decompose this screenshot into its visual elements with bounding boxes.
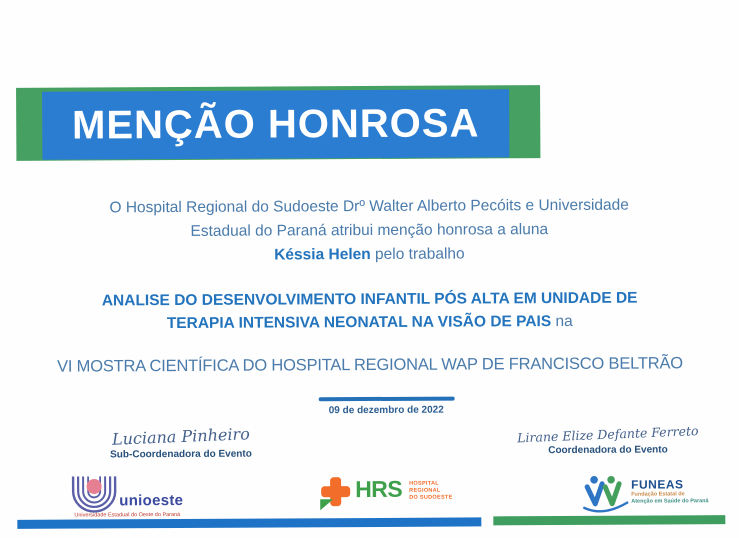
- intro-line1: O Hospital Regional do Sudoeste Drº Walter Alberto Pecóits e Universidade: [109, 196, 629, 217]
- work-title: [0, 286, 739, 336]
- signature-sub-coordinator: [81, 426, 281, 460]
- unioeste-arcs-icon: [71, 475, 117, 513]
- unioeste-circle: [87, 479, 102, 494]
- hrs-subtitle: [409, 481, 452, 502]
- hrs-subtitle-line3: DO SUDOESTE: [409, 494, 453, 501]
- signature-name-right: Lirane Elize Defante Ferreto: [516, 423, 699, 446]
- signature-role-left: Sub-Coordenadora do Evento: [110, 448, 252, 461]
- event-date: 09 de dezembro de 2022: [328, 404, 444, 416]
- funeas-subtitle-line1: Fundação Estatal de: [631, 491, 685, 498]
- recipient-name: Késsia Helen: [274, 245, 371, 264]
- work-title-line1: ANALISE DO DESENVOLVIMENTO INFANTIL PÓS ALTA EM UNIDADE DE: [101, 289, 638, 310]
- intro-line2: Estadual do Paraná atribui menção honrosa a aluna: [190, 221, 549, 240]
- intro-suffix: pelo trabalho: [374, 245, 465, 263]
- date-rule: [318, 397, 454, 401]
- signature-name-left: Luciana Pinheiro: [111, 424, 251, 449]
- honor-banner: [42, 89, 509, 159]
- banner-title: MENÇÃO HONROSA: [71, 100, 480, 148]
- footer-blue-bar: [17, 517, 481, 528]
- event-date-block: [17, 395, 739, 417]
- unioeste-subtitle: Universidade Estadual do Oeste do Paraná: [74, 511, 181, 519]
- hrs-cross-icon: [317, 476, 353, 512]
- funeas-logo: [581, 475, 713, 518]
- signature-role-right: Coordenadora do Evento: [548, 444, 668, 457]
- hrs-subtitle-line2: REGIONAL: [409, 487, 441, 494]
- signature-coordinator: [503, 423, 713, 457]
- funeas-wordmark: FUNEAS: [631, 477, 684, 492]
- event-name: VI MOSTRA CIENTÍFICA DO HOSPITAL REGIONAL WAP DE FRANCISCO BELTRÃO: [57, 354, 683, 376]
- unioeste-wordmark: unioeste: [119, 491, 184, 510]
- intro-paragraph: [0, 193, 739, 269]
- unioeste-logo: [71, 475, 183, 522]
- hrs-subtitle-line1: HOSPITAL: [409, 480, 439, 487]
- hrs-wordmark: HRS: [355, 475, 403, 503]
- hrs-logo: [317, 475, 453, 517]
- work-title-suffix: na: [555, 312, 573, 331]
- funeas-people-icon: [581, 476, 629, 516]
- funeas-subtitle-line2: Atenção em Saúde do Paraná: [631, 498, 709, 505]
- work-title-line2: TERAPIA INTENSIVA NEONATAL NA VISÃO DE PAIS: [166, 313, 552, 333]
- footer-green-bar: [493, 515, 725, 525]
